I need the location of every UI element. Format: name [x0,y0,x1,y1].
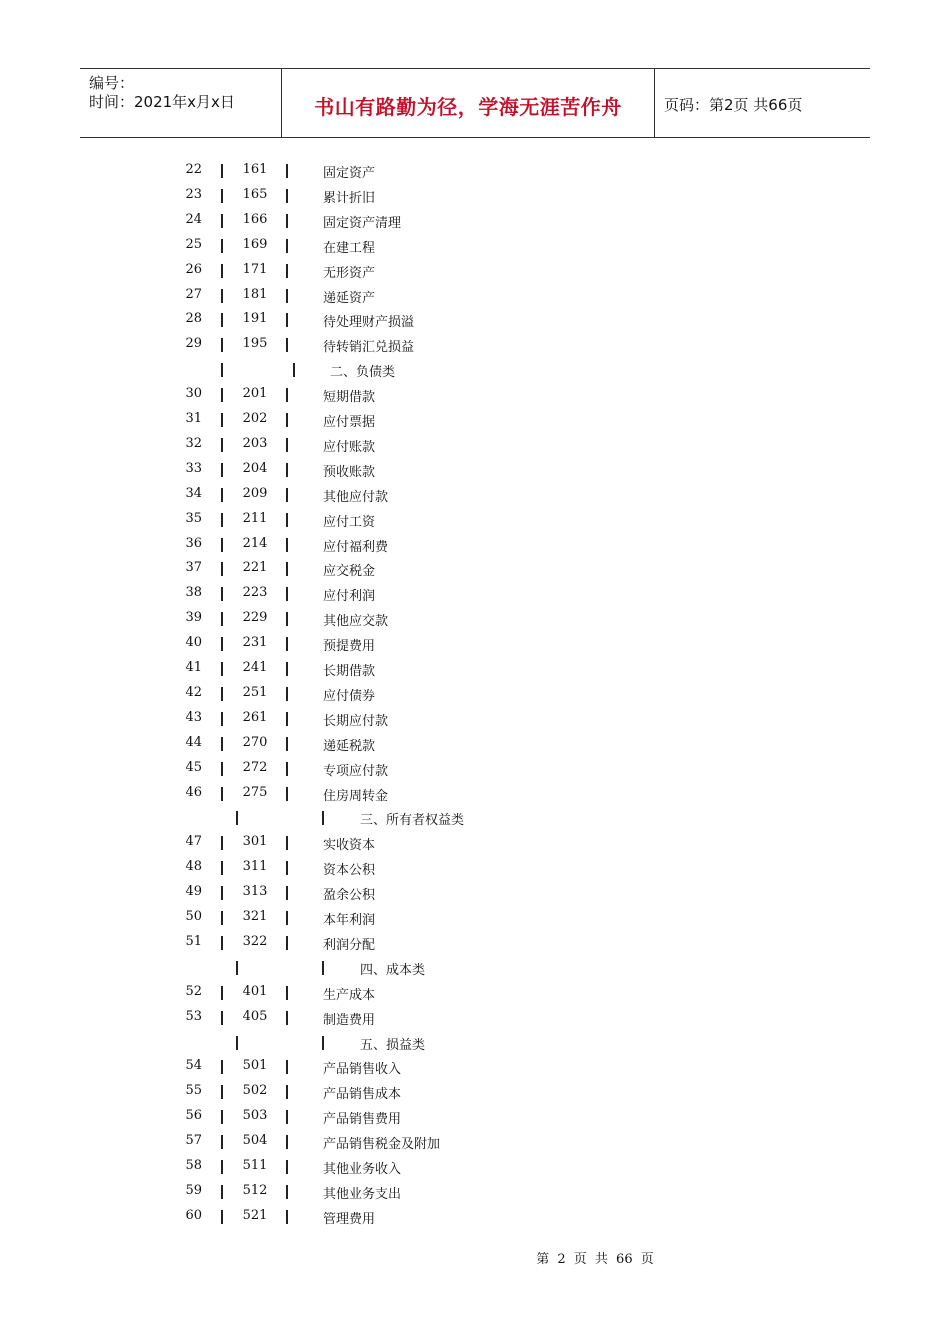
account-row [0,1208,950,1228]
column-divider [221,488,223,502]
account-name: 实收资本 [323,838,376,854]
account-name: 产品销售税金及附加 [323,1137,441,1153]
account-row [0,934,950,954]
account-code: 504 [242,1133,268,1149]
column-divider [221,712,223,726]
row-number: 49 [185,884,202,900]
row-number: 25 [185,236,202,252]
column-divider [221,637,223,651]
account-row [0,311,950,331]
column-divider [221,861,223,875]
page-header [80,68,870,138]
column-divider [221,438,223,452]
column-divider [221,1185,223,1199]
column-divider [221,413,223,427]
column-divider [221,986,223,1000]
row-number: 53 [185,1008,202,1024]
column-divider [221,587,223,601]
column-divider [221,1160,223,1174]
account-code: 511 [242,1158,268,1173]
account-name: 应交税金 [323,564,376,580]
column-divider [221,164,223,178]
account-name: 预收账款 [323,464,376,480]
account-code: 169 [242,236,268,252]
row-number: 50 [185,909,202,924]
column-divider [286,1110,288,1124]
account-code: 502 [242,1083,268,1099]
account-name: 应付利润 [323,589,376,605]
column-divider [286,562,288,576]
row-number: 28 [185,311,202,327]
account-row [0,1183,950,1203]
account-code: 321 [242,909,268,924]
account-code: 201 [242,386,268,402]
section-heading: 五、损益类 [360,1037,426,1053]
account-code: 241 [242,660,268,675]
column-divider [286,687,288,701]
account-row [0,262,950,282]
account-name: 利润分配 [323,937,376,953]
account-row [0,884,950,904]
account-code: 521 [242,1207,268,1223]
account-name: 预提费用 [323,639,376,655]
account-row [0,336,950,356]
header-right-cell [655,69,870,137]
column-divider [286,413,288,427]
column-divider [286,1160,288,1174]
account-name: 待处理财产损溢 [323,315,415,331]
account-row [0,834,950,854]
column-divider [286,189,288,203]
column-divider [322,1036,324,1050]
row-number: 58 [185,1158,202,1173]
account-row [0,436,950,456]
account-row [0,1009,950,1029]
account-row [0,710,950,730]
row-number: 37 [185,560,202,576]
account-row [0,859,950,879]
column-divider [286,861,288,875]
account-row [0,511,950,531]
row-number: 48 [185,859,202,875]
account-code: 311 [242,859,268,875]
row-number: 42 [185,684,202,700]
column-divider [221,338,223,352]
column-divider [286,787,288,801]
column-divider [221,836,223,850]
account-row [0,760,950,780]
column-divider [221,1210,223,1224]
row-number: 43 [185,709,202,725]
column-divider [286,662,288,676]
row-number: 22 [185,162,202,177]
column-divider [221,463,223,477]
account-name: 盈余公积 [323,888,376,904]
row-number: 38 [185,585,202,601]
account-row [0,585,950,605]
row-number: 45 [185,759,202,775]
column-divider [221,363,223,377]
account-name: 无形资产 [323,265,376,281]
column-divider [286,911,288,925]
column-divider [221,1135,223,1149]
account-code: 231 [242,635,268,651]
row-number: 24 [185,211,202,227]
row-number: 51 [185,933,202,949]
column-divider [221,214,223,228]
row-number: 31 [185,411,202,426]
account-code: 405 [242,1008,268,1024]
account-code: 165 [242,186,268,202]
account-code: 202 [242,411,268,426]
column-divider [286,836,288,850]
column-divider [221,687,223,701]
row-number: 23 [185,186,202,202]
account-row [0,685,950,705]
row-number: 32 [185,435,202,451]
row-number: 56 [185,1108,202,1124]
column-divider [221,289,223,303]
column-divider [221,1085,223,1099]
section-heading-row [0,959,950,979]
account-name: 递延税款 [323,738,376,754]
account-code: 275 [242,784,268,800]
account-name: 其他应付款 [323,489,389,505]
row-number: 57 [185,1133,202,1149]
account-row [0,610,950,630]
column-divider [286,388,288,402]
account-name: 固定资产 [323,166,376,181]
column-divider [286,1060,288,1074]
account-row [0,411,950,431]
column-divider [286,936,288,950]
account-name: 其他业务支出 [323,1186,402,1202]
column-divider [236,961,238,975]
account-name: 产品销售费用 [323,1112,402,1128]
account-name: 其他应交款 [323,614,389,630]
account-code: 181 [242,286,268,302]
account-row [0,1158,950,1178]
column-divider [286,264,288,278]
column-divider [293,363,295,377]
row-number: 54 [185,1058,202,1074]
section-heading: 四、成本类 [360,962,426,978]
account-name: 累计折旧 [323,190,376,206]
account-code: 223 [242,585,268,601]
row-number: 46 [185,784,202,800]
account-row [0,461,950,481]
account-code: 203 [242,435,268,451]
header-motto: 书山有路勤为径，学海无涯苦作舟 [314,95,622,119]
column-divider [221,787,223,801]
account-code: 313 [242,884,268,900]
column-divider [286,164,288,178]
account-row [0,386,950,406]
column-divider [221,538,223,552]
account-code: 261 [242,709,268,725]
row-number: 41 [185,660,202,675]
section-heading-row [0,809,950,829]
account-row [0,1083,950,1103]
column-divider [221,1110,223,1124]
account-row [0,560,950,580]
column-divider [286,587,288,601]
account-name: 应付福利费 [323,539,389,555]
account-code: 161 [242,162,268,177]
row-number: 55 [185,1083,202,1099]
account-code: 195 [242,336,268,352]
account-code: 301 [242,834,268,850]
row-number: 44 [185,734,202,750]
row-number: 39 [185,610,202,626]
account-name: 本年利润 [323,913,376,928]
column-divider [236,1036,238,1050]
row-number: 26 [185,261,202,277]
column-divider [221,264,223,278]
account-name: 产品销售收入 [323,1062,402,1078]
account-name: 待转销汇兑损益 [323,340,415,356]
account-name: 产品销售成本 [323,1087,402,1103]
account-name: 专项应付款 [323,763,389,779]
column-divider [286,289,288,303]
account-name: 应付工资 [323,514,376,530]
account-code: 229 [242,610,268,626]
account-code: 501 [242,1058,268,1074]
account-name: 长期应付款 [323,713,389,729]
row-number: 27 [185,286,202,302]
page-footer: 第 2 页 共 66 页 [536,1252,654,1267]
column-divider [286,637,288,651]
column-divider [221,513,223,527]
column-divider [221,562,223,576]
account-name: 递延资产 [323,290,376,306]
account-name: 长期借款 [323,664,376,679]
account-row [0,486,950,506]
section-heading: 二、负债类 [330,365,396,381]
row-number: 59 [185,1182,202,1198]
row-number: 47 [185,834,202,850]
account-code: 322 [242,933,268,949]
account-code: 251 [242,684,268,700]
column-divider [322,811,324,825]
column-divider [286,986,288,1000]
header-center-cell [282,69,655,137]
account-name: 短期借款 [323,390,376,406]
column-divider [221,936,223,950]
row-number: 35 [185,510,202,526]
row-number: 36 [185,535,202,551]
account-row [0,785,950,805]
column-divider [286,513,288,527]
account-row [0,909,950,929]
account-code: 211 [242,510,268,526]
column-divider [286,313,288,327]
row-number: 33 [185,460,202,476]
column-divider [221,612,223,626]
column-divider [286,239,288,253]
column-divider [286,737,288,751]
row-number: 40 [185,635,202,651]
column-divider [286,214,288,228]
account-row [0,984,950,1004]
account-name: 其他业务收入 [323,1162,402,1177]
column-divider [221,911,223,925]
account-row [0,1133,950,1153]
account-row [0,1108,950,1128]
column-divider [221,313,223,327]
column-divider [286,463,288,477]
account-code: 503 [242,1108,268,1124]
column-divider [286,488,288,502]
account-code: 272 [242,759,268,775]
account-name: 应付债券 [323,688,376,704]
account-row [0,536,950,556]
section-heading-row [0,361,950,381]
account-code: 221 [242,560,268,576]
column-divider [286,612,288,626]
account-code: 171 [242,261,268,277]
account-name: 住房周转金 [323,788,389,804]
column-divider [286,712,288,726]
column-divider [286,338,288,352]
row-number: 30 [185,386,202,402]
account-name: 生产成本 [323,987,376,1003]
column-divider [286,1185,288,1199]
column-divider [221,239,223,253]
column-divider [221,886,223,900]
column-divider [286,1011,288,1025]
document-time-label: 时间：2021年x月x日 [89,93,235,111]
row-number: 29 [185,336,202,352]
account-row [0,162,950,182]
column-divider [286,1085,288,1099]
header-page-indicator: 页码：第2页 共66页 [664,96,803,114]
account-code: 512 [242,1182,268,1198]
header-left-cell [80,69,282,137]
column-divider [286,1135,288,1149]
account-code: 209 [242,485,268,501]
account-row [0,237,950,257]
account-row [0,212,950,232]
account-code: 214 [242,535,268,551]
account-name: 在建工程 [323,240,376,256]
column-divider [322,961,324,975]
account-row [0,635,950,655]
account-row [0,1058,950,1078]
section-heading-row [0,1034,950,1054]
account-code: 401 [242,983,268,999]
column-divider [286,538,288,552]
account-name: 管理费用 [323,1211,376,1227]
column-divider [286,438,288,452]
document-number-label: 编号： [89,74,135,92]
account-row [0,287,950,307]
column-divider [221,189,223,203]
account-name: 制造费用 [323,1012,376,1028]
account-name: 固定资产清理 [323,215,402,231]
account-name: 应付账款 [323,439,376,455]
account-code: 270 [242,734,268,750]
column-divider [221,737,223,751]
column-divider [221,388,223,402]
column-divider [286,762,288,776]
account-code: 204 [242,460,268,476]
account-row [0,187,950,207]
account-row [0,735,950,755]
column-divider [286,886,288,900]
account-name: 资本公积 [323,863,376,879]
account-code: 191 [242,311,268,327]
account-name: 应付票据 [323,415,376,430]
column-divider [236,811,238,825]
account-code: 166 [242,211,268,227]
row-number: 52 [185,983,202,999]
section-heading: 三、所有者权益类 [360,813,465,829]
row-number: 34 [185,485,202,501]
column-divider [221,762,223,776]
row-number: 60 [185,1207,202,1223]
column-divider [221,1011,223,1025]
column-divider [221,662,223,676]
column-divider [221,1060,223,1074]
account-row [0,660,950,680]
column-divider [286,1210,288,1224]
